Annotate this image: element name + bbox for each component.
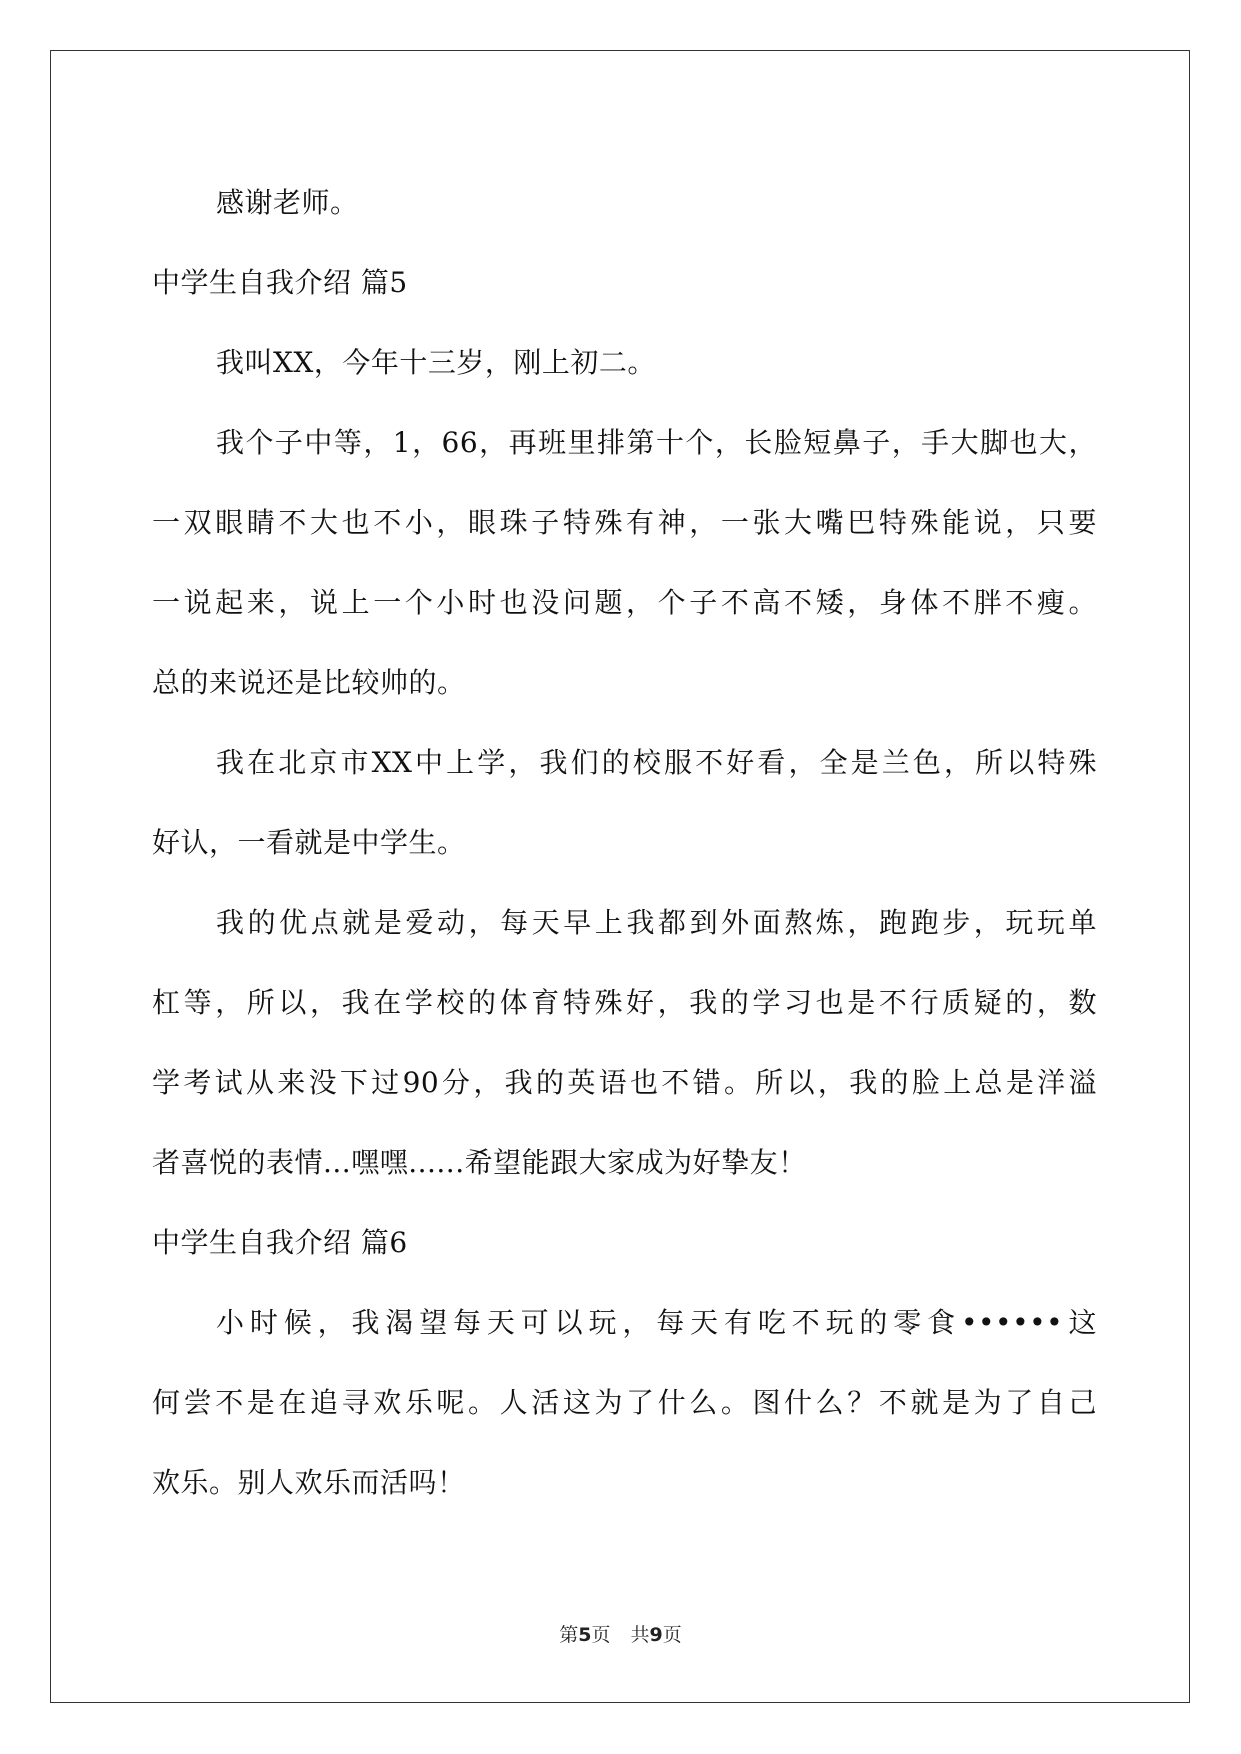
text-line: 何尝不是在追寻欢乐呢。人活这为了什么。图什么？不就是为了自己 bbox=[152, 1386, 1097, 1419]
footer-total-prefix: 共 bbox=[630, 1624, 650, 1646]
text-line: 感谢老师。 bbox=[216, 186, 359, 219]
text-line: 一说起来，说上一个小时也没问题，个子不高不矮，身体不胖不瘦。 bbox=[152, 586, 1097, 619]
text-line: 一双眼睛不大也不小，眼珠子特殊有神，一张大嘴巴特殊能说，只要 bbox=[152, 506, 1097, 539]
text-line: 我叫XX，今年十三岁，刚上初二。 bbox=[216, 346, 656, 379]
text-line: 欢乐。别人欢乐而活吗！ bbox=[152, 1466, 466, 1499]
page-footer bbox=[0, 1620, 1241, 1647]
current-page-number: 5 bbox=[578, 1624, 592, 1646]
text-line: 我的优点就是爱动，每天早上我都到外面熬炼，跑跑步，玩玩单 bbox=[216, 906, 1097, 939]
total-page-number: 9 bbox=[649, 1624, 663, 1646]
section-heading: 中学生自我介绍 篇5 bbox=[152, 266, 408, 299]
footer-page-unit: 页 bbox=[591, 1624, 611, 1646]
footer-total-unit: 页 bbox=[662, 1624, 682, 1646]
text-line: 好认，一看就是中学生。 bbox=[152, 826, 466, 859]
section-heading: 中学生自我介绍 篇6 bbox=[152, 1226, 408, 1259]
text-line: 者喜悦的表情...嘿嘿......希望能跟大家成为好挚友！ bbox=[152, 1146, 807, 1179]
text-line: 我在北京市XX中上学，我们的校服不好看，全是兰色，所以特殊 bbox=[216, 746, 1097, 779]
text-line: 杠等，所以，我在学校的体育特殊好，我的学习也是不行质疑的，数 bbox=[152, 986, 1097, 1019]
text-line: 小时候，我渴望每天可以玩，每天有吃不玩的零食••••••这 bbox=[216, 1306, 1097, 1339]
text-line: 我个子中等，1，66，再班里排第十个，长脸短鼻子，手大脚也大， bbox=[216, 426, 1097, 459]
document-body bbox=[152, 163, 1097, 1523]
footer-prefix: 第 bbox=[559, 1624, 579, 1646]
text-line: 学考试从来没下过90分，我的英语也不错。所以，我的脸上总是洋溢 bbox=[152, 1066, 1097, 1099]
text-line: 总的来说还是比较帅的。 bbox=[152, 666, 466, 699]
